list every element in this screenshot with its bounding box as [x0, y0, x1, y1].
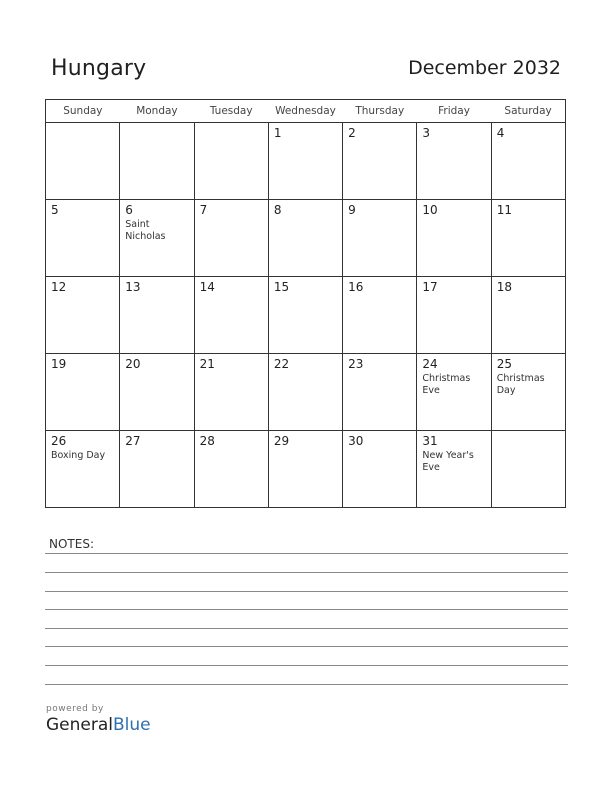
day-cell: [120, 354, 194, 431]
day-number: 5: [51, 203, 59, 217]
holiday-label: [343, 448, 416, 450]
holiday-label: [492, 217, 565, 219]
generalblue-logo: [46, 715, 151, 735]
note-line: [45, 646, 568, 647]
weekday-header: Wednesday: [268, 100, 342, 123]
calendar-body: [46, 123, 566, 508]
holiday-label: [417, 294, 490, 296]
day-number: 12: [51, 280, 67, 294]
day-number: 17: [422, 280, 438, 294]
weekday-header: Thursday: [343, 100, 417, 123]
day-cell: [343, 200, 417, 277]
day-number: 31: [422, 434, 438, 448]
week-row: [46, 123, 566, 200]
day-cell: [194, 277, 268, 354]
day-number: 7: [199, 203, 208, 217]
day-cell: [417, 277, 491, 354]
holiday-label: [46, 294, 119, 296]
holiday-label: [417, 140, 490, 142]
day-number: 2: [348, 126, 356, 140]
weekday-header: Monday: [120, 100, 194, 123]
holiday-label: [492, 435, 565, 437]
day-cell: [268, 123, 342, 200]
holiday-label: [195, 217, 268, 219]
powered-by-text: powered by: [46, 704, 104, 714]
holiday-label: Christmas Day: [496, 373, 545, 396]
brand-footer: [46, 704, 151, 735]
day-number: 15: [273, 280, 290, 294]
day-number: 10: [422, 203, 438, 217]
logo-blue: Blue: [113, 715, 151, 735]
holiday-label: [343, 217, 416, 219]
note-line: [45, 684, 568, 685]
day-cell: [268, 354, 342, 431]
holiday-label: [195, 127, 268, 129]
holiday-label: [120, 294, 193, 296]
holiday-label: [417, 217, 490, 219]
holiday-label: [195, 294, 268, 296]
holiday-label: [120, 371, 193, 373]
day-number: 26: [51, 434, 67, 448]
day-number: 21: [199, 357, 215, 371]
day-cell: [46, 123, 120, 200]
note-line: [45, 553, 568, 554]
holiday-label: [492, 294, 565, 296]
day-cell: [343, 354, 417, 431]
day-cell: [491, 200, 565, 277]
day-number: 9: [348, 203, 356, 217]
day-cell: [120, 200, 194, 277]
holiday-label: [492, 140, 565, 142]
week-row: [46, 354, 566, 431]
day-cell: [417, 354, 491, 431]
holiday-label: New Year's Eve: [422, 450, 474, 473]
day-number: 25: [496, 357, 512, 371]
logo-general: General: [46, 715, 113, 735]
note-line: [45, 665, 568, 666]
day-number: 16: [348, 280, 364, 294]
holiday-label: [46, 217, 119, 219]
day-cell: [491, 354, 565, 431]
holiday-label: Saint Nicholas: [125, 219, 166, 242]
day-number: 24: [422, 357, 438, 371]
day-cell: [46, 354, 120, 431]
day-number: 20: [125, 357, 141, 371]
weekday-header-row: [46, 100, 566, 123]
day-cell: [268, 431, 342, 508]
holiday-label: Boxing Day: [51, 450, 106, 461]
week-row: [46, 277, 566, 354]
note-line: [45, 609, 568, 610]
holiday-label: [343, 371, 416, 373]
day-number: 3: [422, 126, 431, 140]
notes-label: NOTES:: [49, 537, 94, 551]
holiday-label: [195, 448, 268, 450]
day-cell: [194, 123, 268, 200]
holiday-label: [46, 127, 119, 129]
day-cell: [194, 200, 268, 277]
day-number: 4: [496, 126, 505, 140]
day-cell: [417, 431, 491, 508]
day-number: 23: [348, 357, 364, 371]
day-cell: [343, 277, 417, 354]
day-cell: [194, 354, 268, 431]
weekday-header: Saturday: [491, 100, 565, 123]
calendar-grid: [45, 99, 566, 508]
day-number: 19: [51, 357, 67, 371]
weekday-header: Tuesday: [194, 100, 268, 123]
day-number: 13: [125, 280, 141, 294]
day-cell: [46, 200, 120, 277]
day-cell: [120, 431, 194, 508]
day-cell: [491, 277, 565, 354]
holiday-label: [343, 140, 416, 142]
holiday-label: [269, 371, 342, 373]
day-number: 11: [496, 203, 512, 217]
day-cell: [491, 123, 565, 200]
week-row: [46, 200, 566, 277]
note-line: [45, 572, 568, 573]
holiday-label: [269, 217, 342, 219]
note-line: [45, 591, 568, 592]
day-cell: [120, 277, 194, 354]
day-cell: [268, 200, 342, 277]
holiday-label: [195, 371, 268, 373]
weekday-header: Sunday: [46, 100, 120, 123]
day-cell: [46, 277, 120, 354]
country-title: Hungary: [51, 56, 147, 81]
day-number: 8: [273, 203, 282, 217]
holiday-label: [269, 448, 342, 450]
holiday-label: [120, 127, 193, 129]
day-number: 30: [348, 434, 364, 448]
day-cell: [343, 431, 417, 508]
day-cell: [417, 200, 491, 277]
day-number: 6: [125, 203, 133, 217]
day-number: 14: [199, 280, 215, 294]
day-cell: [194, 431, 268, 508]
day-number: 28: [199, 434, 215, 448]
day-number: 22: [273, 357, 290, 371]
day-cell: [46, 431, 120, 508]
day-cell: [343, 123, 417, 200]
holiday-label: Christmas Eve: [422, 373, 471, 396]
holiday-label: [269, 140, 342, 142]
day-number: 27: [125, 434, 141, 448]
day-number: 18: [496, 280, 512, 294]
month-year-title: December 2032: [408, 57, 561, 79]
day-cell: [268, 277, 342, 354]
day-cell: [120, 123, 194, 200]
holiday-label: [46, 371, 119, 373]
note-line: [45, 628, 568, 629]
day-cell: [417, 123, 491, 200]
week-row: [46, 431, 566, 508]
day-number: 1: [273, 126, 282, 140]
day-cell: [491, 431, 565, 508]
holiday-label: [120, 448, 193, 450]
day-number: 29: [273, 434, 290, 448]
weekday-header: Friday: [417, 100, 491, 123]
holiday-label: [343, 294, 416, 296]
holiday-label: [269, 294, 342, 296]
